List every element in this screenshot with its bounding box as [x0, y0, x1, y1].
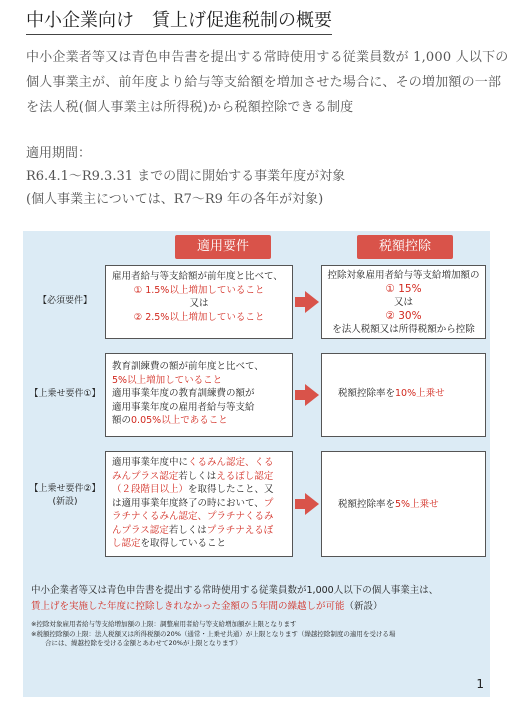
ded3-text: 税額控除率を: [338, 499, 396, 510]
row-label-bonus-2: 【上乗せ要件②】: [29, 484, 101, 494]
bonus1-condition-box: [105, 353, 293, 437]
required-condition-box: [105, 265, 293, 339]
header-requirements: 適用要件: [175, 235, 271, 259]
req2-line-a: 教育訓練費の額が前年度と比べて、: [112, 361, 264, 372]
req2-line-c: 適用事業年度の教育訓練費の額が: [112, 388, 255, 399]
note-2: ※税額控除額の上限：法人税額又は所得税額の20%（通常・上乗せ共通）が上限となります（繰越控除制度の適用を受ける場: [31, 630, 396, 638]
row-label-bonus-1: 【上乗せ要件①】: [29, 389, 101, 399]
req1-option-2: ② 2.5%以上増加していること: [133, 311, 265, 323]
ded1-or: 又は: [393, 297, 413, 308]
req2-line-d: 適用事業年度の雇用者給与等支給: [112, 401, 255, 413]
ded1-option-1: ① 15%: [385, 282, 422, 295]
arrow-icon: [295, 499, 305, 509]
req2-line-b: 5%以上増加していること: [112, 374, 223, 386]
req3-line-6: んプラス認定若しくはプラチナえるぼ: [112, 524, 274, 536]
ded1-line-1: 控除対象雇用者給与等支給増加額の: [327, 270, 480, 281]
required-deduction-box: [321, 265, 486, 339]
req2-line-e: 額の0.05%以上であること: [112, 415, 228, 426]
row-label-required: 【必須要件】: [37, 296, 92, 306]
req3-line-7: し認定を取得していること: [112, 538, 227, 549]
period-line-2: (個人事業主については、R7～R9 年の各年が対象): [26, 192, 324, 207]
req3-line-3: （２段階目以上）を取得したこと、又: [112, 484, 274, 495]
ded3-rate: 5%上乗せ: [395, 499, 439, 510]
header-deduction: 税額控除: [357, 235, 453, 259]
ded1-line-2: を法人税額又は所得税額から控除: [332, 324, 475, 335]
row-sublabel-new: (新設): [52, 497, 78, 507]
bonus1-deduction-box: [321, 353, 486, 437]
arrow-icon: [295, 390, 305, 400]
period-label: 適用期間：: [26, 146, 92, 161]
bonus2-condition-box: [105, 451, 293, 557]
req1-or: 又は: [189, 298, 209, 309]
arrow-icon: [305, 384, 319, 406]
carryforward-line-1: 中小企業者等又は青色申告書を提出する常時使用する従業員数が1,000人以下の個人事業主は、: [31, 585, 439, 596]
req3-line-2: みんプラス認定若しくはえるぼし認定: [112, 470, 274, 482]
page-title: 中小企業向け 賃上げ促進税制の概要: [26, 6, 332, 35]
req1-line: 雇用者給与等支給額が前年度と比べて、: [112, 271, 283, 282]
note-1: ※控除対象雇用者給与等支給増加額の上限：調整雇用者給与等支給増加額が上限となります: [31, 620, 297, 628]
req3-line-4: は適用事業年度終了の時において、プ: [112, 497, 274, 509]
ded2-rate: 10%上乗せ: [395, 388, 445, 399]
ded2-text: 税額控除率を: [338, 388, 396, 399]
bonus2-deduction-box: [321, 451, 486, 557]
arrow-icon: [305, 493, 319, 515]
arrow-icon: [305, 291, 319, 313]
intro-paragraph: 中小企業者等又は青色申告書を提出する常時使用する従業員数が 1,000 人以下の個人事業主が、前年度より給与等支給額を増加させた場合に、その増加額の一部を法人税(個人事業主は所得税)から税額控除できる制度: [26, 50, 509, 115]
req1-option-1: ① 1.5%以上増加していること: [133, 284, 265, 296]
req3-line-1: 適用事業年度中にくるみん認定、くる: [112, 457, 274, 468]
carryforward-line-2: 賃上げを実施した年度に控除しきれなかった金額の５年間の繰越しが可能（新設）: [31, 601, 383, 612]
arrow-icon: [295, 297, 305, 307]
ded1-option-2: ② 30%: [385, 309, 422, 322]
period-line-1: R6.4.1～R9.3.31 までの間に開始する事業年度が対象: [26, 169, 346, 184]
page-number: 1: [476, 677, 484, 691]
summary-slide: [23, 231, 490, 697]
note-3: 合には、繰越控除を受ける金額とあわせて20%が上限となります）: [45, 639, 242, 647]
req3-line-5: ラチナくるみん認定、プラチナくるみ: [112, 511, 274, 522]
